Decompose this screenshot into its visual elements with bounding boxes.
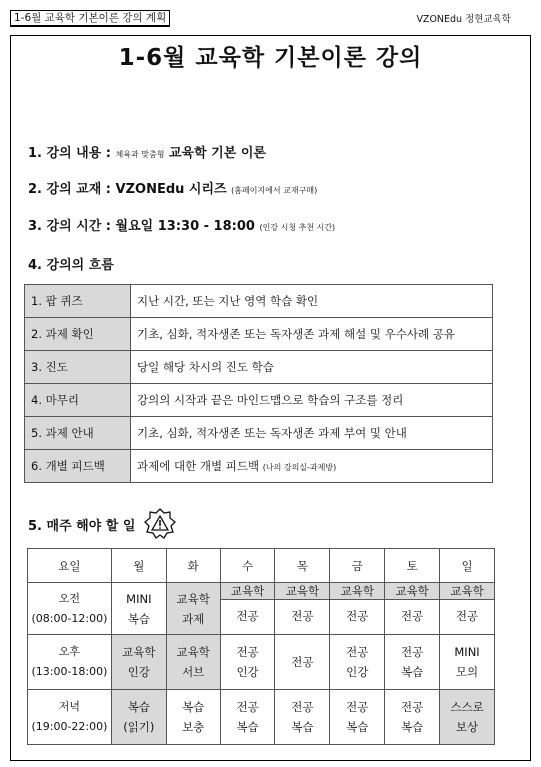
schedule-cell — [166, 583, 220, 635]
schedule-cell — [330, 690, 385, 745]
schedule-cell — [166, 635, 220, 690]
page-title: 1-6월 교육학 기본이론 강의 — [118, 45, 423, 71]
cell-line: 전공 — [455, 609, 479, 623]
cell-line: 전공 — [401, 700, 424, 714]
publisher-name: VZONEdu 정현교육학 — [416, 14, 511, 25]
flow-desc-text: 과제에 대한 개별 피드백 — [137, 459, 260, 473]
schedule-cell — [275, 690, 330, 745]
column-header: 요일 — [28, 549, 112, 583]
cell-line: 전공 — [236, 645, 259, 659]
flow-step: 2. 과제 확인 — [25, 318, 131, 351]
column-header: 화 — [166, 549, 220, 583]
cell-line: 복습 — [236, 720, 259, 734]
flow-step: 4. 마무리 — [25, 384, 131, 417]
schedule-cell — [275, 583, 330, 635]
schedule-cell — [440, 583, 495, 635]
cell-line: 전공 — [346, 645, 369, 659]
slot-hours: (08:00-12:00) — [31, 611, 108, 625]
cell-line: 전공 — [401, 609, 424, 623]
table-row — [25, 384, 493, 417]
content-label: 1. 강의 내용 : — [28, 146, 111, 161]
cell-line: 서브 — [182, 665, 205, 679]
cell-line: 스스로 — [450, 700, 484, 714]
cell-subject-tag: 교육학 — [275, 583, 329, 600]
cell-line: 모의 — [455, 665, 479, 679]
table-row — [28, 549, 495, 583]
schedule-cell — [330, 583, 385, 635]
cell-line: MINI — [454, 645, 480, 659]
weekly-heading-text: 5. 매주 해야 할 일 — [28, 518, 136, 534]
table-row — [25, 417, 493, 450]
table-row — [25, 351, 493, 384]
cell-line: 전공 — [236, 700, 259, 714]
lecture-material-line — [28, 178, 317, 197]
schedule-cell — [166, 690, 220, 745]
cell-line: 인강 — [236, 665, 259, 679]
material-label: 2. 강의 교재 : — [28, 182, 111, 197]
flow-step: 3. 진도 — [25, 351, 131, 384]
lecture-flow-heading: 4. 강의의 흐름 — [28, 258, 114, 273]
content-small-note: 체육과 맞춤형 — [115, 150, 165, 159]
cell-line: 전공 — [236, 609, 259, 623]
cell-line: 보상 — [455, 720, 479, 734]
cell-line: 인강 — [346, 665, 369, 679]
weekly-heading — [28, 507, 177, 541]
cell-line: 교육학 — [176, 645, 210, 659]
time-slot-label — [28, 690, 112, 745]
column-header: 일 — [440, 549, 495, 583]
cell-line: 복습 — [291, 720, 314, 734]
table-row — [25, 285, 493, 318]
lecture-flow-table — [24, 284, 493, 483]
time-slot-label — [28, 635, 112, 690]
cell-line: 교육학 — [176, 591, 210, 606]
cell-subject-tag: 교육학 — [385, 583, 439, 600]
flow-step: 1. 팝 퀴즈 — [25, 285, 131, 318]
time-small-note: (인강 시청 추천 시간) — [259, 223, 336, 232]
cell-line: (읽기) — [123, 720, 155, 734]
material-small-note: (홈페이지에서 교재구매) — [231, 186, 318, 195]
schedule-cell — [385, 690, 440, 745]
flow-desc: 강의의 시작과 끝은 마인드맵으로 학습의 구조를 정리 — [131, 384, 493, 417]
column-header: 목 — [275, 549, 330, 583]
flow-desc: 지난 시간, 또는 지난 영역 학습 확인 — [131, 285, 493, 318]
cell-line: 전공 — [291, 700, 314, 714]
column-header: 금 — [330, 549, 385, 583]
time-main: 월요일 13:30 - 18:00 — [115, 219, 255, 234]
alert-badge-icon — [143, 507, 177, 541]
cell-line: 전공 — [291, 655, 314, 669]
schedule-cell — [111, 690, 166, 745]
cell-line: MINI — [126, 591, 152, 606]
cell-line: 전공 — [346, 700, 369, 714]
flow-desc: 기초, 심화, 적자생존 또는 독자생존 과제 부여 및 안내 — [131, 417, 493, 450]
slot-name: 오후 — [58, 645, 81, 658]
cell-line: 복습 — [127, 700, 150, 714]
time-slot-label — [28, 583, 112, 635]
slot-hours: (19:00-22:00) — [31, 720, 108, 733]
cell-line: 복습 — [401, 665, 424, 679]
schedule-cell — [111, 635, 166, 690]
schedule-cell — [385, 583, 440, 635]
table-row — [28, 583, 495, 635]
schedule-cell — [111, 583, 166, 635]
cell-line: 전공 — [291, 609, 314, 623]
flow-step: 5. 과제 안내 — [25, 417, 131, 450]
cell-line: 보충 — [182, 720, 205, 734]
table-row — [25, 318, 493, 351]
schedule-cell — [220, 690, 275, 745]
cell-line: 전공 — [346, 609, 369, 623]
column-header: 수 — [220, 549, 275, 583]
schedule-cell — [275, 635, 330, 690]
cell-subject-tag: 교육학 — [330, 583, 384, 600]
flow-desc-note: (나의 강의실-과제방) — [262, 463, 337, 472]
lecture-content-line — [28, 142, 266, 161]
cell-line: 교육학 — [122, 645, 156, 659]
flow-desc: 기초, 심화, 적자생존 또는 독자생존 과제 해설 및 우수사례 공유 — [131, 318, 493, 351]
table-row — [28, 690, 495, 745]
schedule-cell — [385, 635, 440, 690]
cell-subject-tag: 교육학 — [221, 583, 275, 600]
schedule-cell — [440, 690, 495, 745]
cell-line: 복습 — [127, 611, 150, 626]
schedule-cell — [330, 635, 385, 690]
flow-step: 6. 개별 피드백 — [25, 450, 131, 483]
column-header: 토 — [385, 549, 440, 583]
document-header-title: 1-6월 교육학 기본이론 강의 계획 — [10, 10, 170, 27]
column-header: 월 — [111, 549, 166, 583]
schedule-cell — [440, 635, 495, 690]
schedule-cell — [220, 583, 275, 635]
material-main: VZONEdu 시리즈 — [115, 182, 227, 197]
flow-desc — [131, 450, 493, 483]
weekly-schedule-table — [27, 548, 495, 745]
table-row — [25, 450, 493, 483]
cell-line: 과제 — [182, 611, 205, 626]
flow-desc: 당일 해당 차시의 진도 학습 — [131, 351, 493, 384]
cell-subject-tag: 교육학 — [440, 583, 494, 600]
cell-line: 인강 — [127, 665, 150, 679]
cell-line: 전공 — [401, 645, 424, 659]
cell-line: 복습 — [346, 720, 369, 734]
lecture-time-line — [28, 215, 335, 234]
slot-name: 저녁 — [58, 700, 81, 713]
cell-line: 복습 — [401, 720, 424, 734]
table-row — [28, 635, 495, 690]
time-label: 3. 강의 시간 : — [28, 219, 111, 234]
schedule-cell — [220, 635, 275, 690]
content-main: 교육학 기본 이론 — [168, 146, 266, 161]
cell-line: 복습 — [182, 700, 205, 714]
slot-name: 오전 — [58, 591, 81, 605]
slot-hours: (13:00-18:00) — [31, 665, 108, 678]
